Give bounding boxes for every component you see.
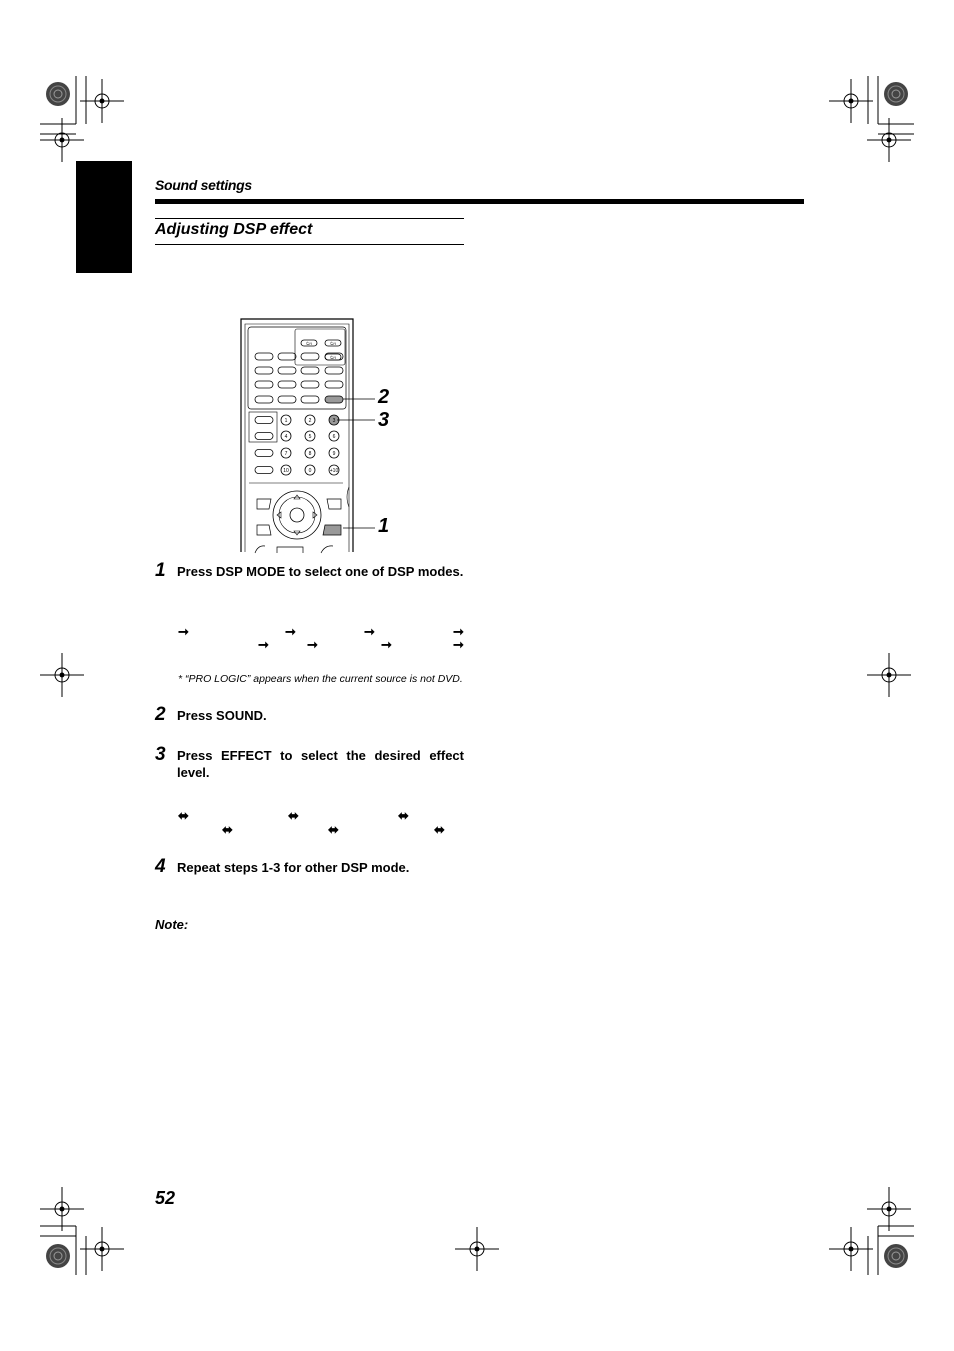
step-text: Press DSP MODE to select one of DSP modes. bbox=[177, 564, 464, 579]
registration-crosshair-icon bbox=[829, 1227, 873, 1271]
callout-1: 1 bbox=[378, 515, 390, 537]
page-number: 52 bbox=[155, 1188, 176, 1208]
color-target-icon bbox=[884, 82, 908, 106]
footnote: * “PRO LOGIC” appears when the current source is not DVD. bbox=[178, 673, 463, 685]
registration-crosshair-icon bbox=[829, 79, 873, 123]
dsp-mode-button bbox=[323, 525, 341, 535]
header-rule bbox=[155, 199, 804, 204]
numeric-key-label: 8 bbox=[308, 451, 312, 457]
svg-text:⏻/I: ⏻/I bbox=[330, 355, 336, 360]
step-text: Press SOUND. bbox=[177, 708, 267, 723]
arrow-right-icon: ➞ bbox=[381, 637, 392, 652]
numeric-key-label: 10 bbox=[283, 468, 289, 474]
numeric-key-label: 6 bbox=[332, 434, 336, 440]
numeric-key-label: 2 bbox=[308, 418, 312, 424]
dsp-mode-sequence bbox=[178, 625, 468, 653]
callout-2: 2 bbox=[378, 386, 390, 408]
color-target-icon bbox=[46, 82, 70, 106]
note-label: Note: bbox=[155, 917, 189, 932]
registration-crosshair-icon bbox=[867, 653, 911, 697]
arrow-right-icon: ➞ bbox=[453, 637, 464, 652]
section-label: Sound settings bbox=[155, 177, 252, 193]
svg-text:⏻/I: ⏻/I bbox=[306, 341, 312, 346]
section-heading: Adjusting DSP effect bbox=[155, 221, 313, 238]
double-arrow-icon: ⬌ bbox=[328, 822, 339, 837]
registration-crosshair-icon bbox=[40, 1187, 84, 1231]
sound-button bbox=[325, 396, 343, 403]
color-target-icon bbox=[46, 1244, 70, 1268]
svg-text:⏻/I: ⏻/I bbox=[330, 341, 336, 346]
arrow-right-icon: ➞ bbox=[285, 624, 296, 639]
double-arrow-icon: ⬌ bbox=[434, 822, 445, 837]
numeric-key-label: 5 bbox=[308, 434, 312, 440]
step-text: Press EFFECT to select the desired effect level. bbox=[177, 748, 464, 780]
registration-crosshair-icon bbox=[80, 1227, 124, 1271]
step-number: 2 bbox=[155, 704, 166, 725]
effect-level-sequence bbox=[178, 809, 468, 837]
double-arrow-icon: ⬌ bbox=[398, 808, 409, 823]
numeric-key-label: 4 bbox=[284, 434, 288, 440]
registration-crosshair-icon bbox=[867, 1187, 911, 1231]
heading-rule-bottom bbox=[155, 244, 464, 245]
arrow-right-icon: ➞ bbox=[364, 624, 375, 639]
double-arrow-icon: ⬌ bbox=[288, 808, 299, 823]
color-target-icon bbox=[884, 1244, 908, 1268]
arrow-right-icon: ➞ bbox=[307, 637, 318, 652]
step-text: Repeat steps 1-3 for other DSP mode. bbox=[177, 860, 410, 875]
step-number: 1 bbox=[155, 560, 166, 581]
numeric-key-label: 1 bbox=[284, 418, 288, 424]
numeric-key-label: 3 bbox=[332, 418, 336, 424]
numeric-key-label: 7 bbox=[284, 451, 288, 457]
registration-crosshair-icon bbox=[80, 79, 124, 123]
callout-3: 3 bbox=[378, 409, 390, 431]
heading-rule-top bbox=[155, 218, 464, 219]
registration-crosshair-icon bbox=[40, 118, 84, 162]
double-arrow-icon: ⬌ bbox=[222, 822, 233, 837]
double-arrow-icon: ⬌ bbox=[178, 808, 189, 823]
arrow-right-icon: ➞ bbox=[453, 624, 464, 639]
arrow-right-icon: ➞ bbox=[178, 624, 189, 639]
arrow-right-icon: ➞ bbox=[258, 637, 269, 652]
registration-crosshair-icon bbox=[40, 653, 84, 697]
registration-crosshair-icon bbox=[455, 1227, 499, 1271]
step-number: 3 bbox=[155, 744, 166, 765]
numeric-key-label: +10 bbox=[329, 468, 339, 474]
step-number: 4 bbox=[155, 856, 166, 877]
registration-crosshair-icon bbox=[867, 118, 911, 162]
numeric-key-label: 0 bbox=[308, 468, 312, 474]
numeric-key-label: 9 bbox=[332, 451, 336, 457]
